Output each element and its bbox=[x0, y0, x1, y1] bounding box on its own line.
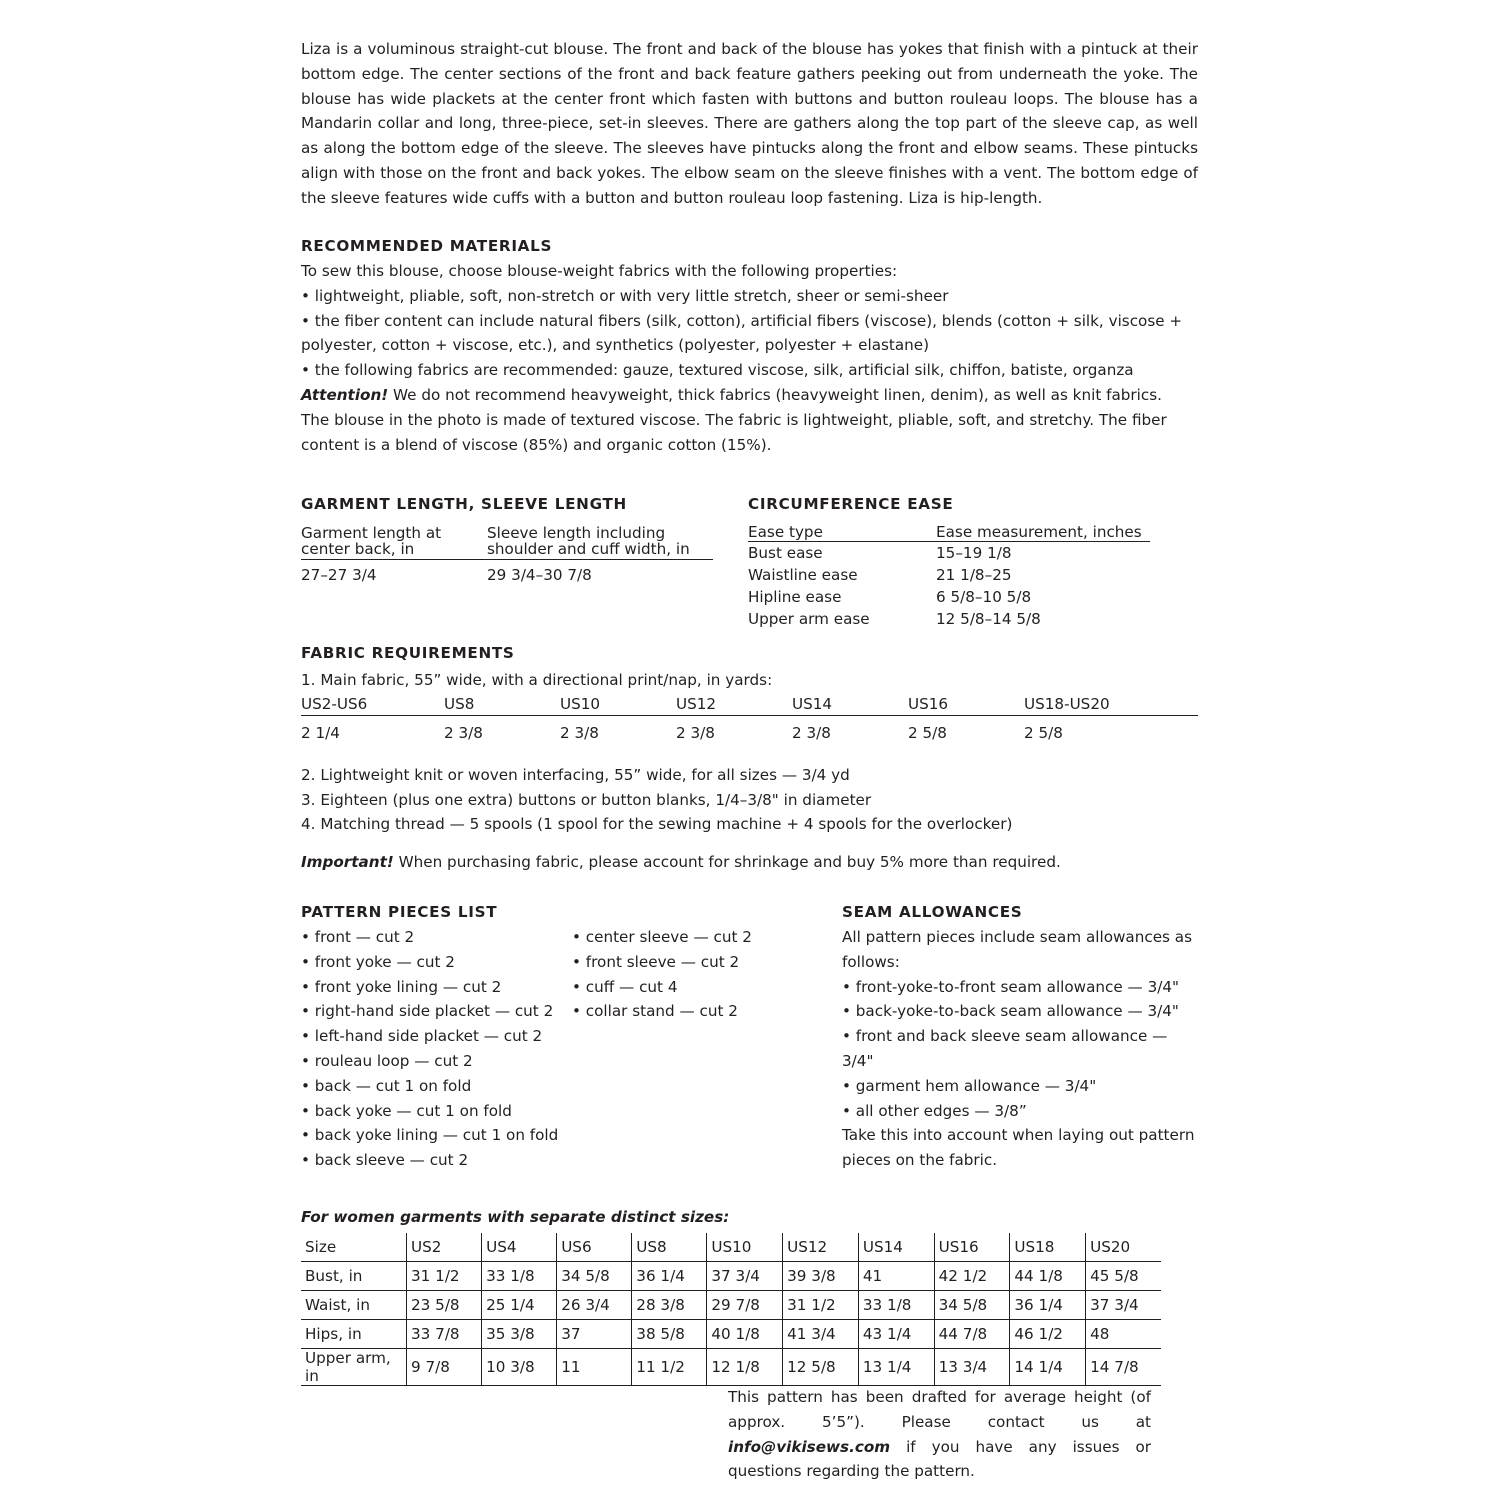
table-cell: 13 1/4 bbox=[858, 1349, 934, 1386]
table-cell: 25 1/4 bbox=[482, 1291, 557, 1320]
table-cell: 23 5/8 bbox=[407, 1291, 482, 1320]
seam-allowances-heading: SEAM ALLOWANCES bbox=[842, 903, 1023, 921]
attention-line bbox=[301, 383, 1198, 408]
table-cell: 11 bbox=[557, 1349, 632, 1386]
important-label: Important! bbox=[301, 853, 394, 872]
header-line: shoulder and cuff width, in bbox=[487, 540, 690, 558]
pattern-pieces-column-2 bbox=[572, 925, 812, 1173]
table-cell: 43 1/4 bbox=[858, 1320, 934, 1349]
ease-value: 6 5/8–10 5/8 bbox=[936, 588, 1032, 606]
table-cell: US12 bbox=[783, 1233, 859, 1262]
fabric-requirements-heading: FABRIC REQUIREMENTS bbox=[301, 644, 515, 662]
pattern-pieces-heading: PATTERN PIECES LIST bbox=[301, 903, 498, 921]
fabric-size: US12 bbox=[676, 694, 717, 713]
pattern-pieces-column-1 bbox=[301, 925, 572, 1173]
ease-value: 15–19 1/8 bbox=[936, 544, 1012, 562]
list-item: • back — cut 1 on fold bbox=[301, 1076, 472, 1095]
row-label-cell: Hips, in bbox=[301, 1320, 407, 1349]
seam-lead: All pattern pieces include seam allowances as follows: bbox=[842, 928, 1193, 971]
list-item: • front — cut 2 bbox=[301, 928, 415, 946]
table-cell: 46 1/2 bbox=[1010, 1320, 1086, 1349]
fabric-size: US14 bbox=[792, 694, 833, 713]
attention-text: We do not recommend heavyweight, thick fabrics (heavyweight linen, denim), as well as knit fabrics. bbox=[388, 385, 1162, 404]
size-chart-section bbox=[301, 1206, 1161, 1386]
ease-row bbox=[748, 564, 1150, 586]
ease-type: Waistline ease bbox=[748, 566, 858, 584]
list-item: • front sleeve — cut 2 bbox=[572, 952, 740, 971]
table-cell: 48 bbox=[1086, 1320, 1161, 1349]
note-text: if you have any issues or questions regarding the pattern. bbox=[728, 1437, 1151, 1481]
table-cell: 10 3/8 bbox=[482, 1349, 557, 1386]
row-label-cell: Waist, in bbox=[301, 1291, 407, 1320]
fabric-yards: 2 5/8 bbox=[908, 723, 947, 742]
fabric-size: US8 bbox=[444, 694, 475, 713]
table-cell: US18 bbox=[1010, 1233, 1086, 1262]
list-item: • left-hand side placket — cut 2 bbox=[301, 1027, 543, 1046]
fabric-size: US10 bbox=[560, 694, 601, 713]
list-item: • back-yoke-to-back seam allowance — 3/4" bbox=[842, 1002, 1179, 1021]
hips-row bbox=[301, 1320, 1161, 1349]
fabric-size: US18-US20 bbox=[1024, 694, 1110, 713]
fabric-yards: 2 3/8 bbox=[792, 723, 831, 742]
ease-type-header: Ease type bbox=[748, 523, 823, 541]
table-cell: 42 1/2 bbox=[934, 1262, 1010, 1291]
size-header-row bbox=[301, 1233, 1161, 1262]
table-cell: 14 7/8 bbox=[1086, 1349, 1161, 1386]
row-label-cell: Bust, in bbox=[301, 1262, 407, 1291]
table-cell: 29 7/8 bbox=[707, 1291, 783, 1320]
circumference-ease-heading: CIRCUMFERENCE EASE bbox=[748, 495, 954, 513]
garment-length-header bbox=[301, 525, 487, 557]
table-cell: 28 3/8 bbox=[632, 1291, 707, 1320]
list-item: • back yoke lining — cut 1 on fold bbox=[301, 1126, 559, 1145]
seam-closing: Take this into account when laying out pattern pieces on the fabric. bbox=[842, 1126, 1195, 1170]
table-cell: 37 3/4 bbox=[707, 1262, 783, 1291]
ease-value: 12 5/8–14 5/8 bbox=[936, 610, 1041, 628]
list-item: • right-hand side placket — cut 2 bbox=[301, 1002, 554, 1021]
fabric-size-row bbox=[301, 694, 1198, 716]
row-label-cell: Upper arm, in bbox=[301, 1349, 407, 1386]
garment-length-value: 27–27 3/4 bbox=[301, 566, 377, 584]
table-cell: 26 3/4 bbox=[557, 1291, 632, 1320]
garment-length-header-row bbox=[301, 525, 713, 560]
table-cell: 33 7/8 bbox=[407, 1320, 482, 1349]
height-note bbox=[728, 1385, 1151, 1484]
list-item: • cuff — cut 4 bbox=[572, 977, 678, 996]
materials-bullet: • the fiber content can include natural fibers (silk, cotton), artificial fibers (viscose), blends (cotton + silk, viscose + polyester, cotton + viscose, etc.), and synthetics (polyester, polyester + elastane) bbox=[301, 311, 1183, 355]
table-cell: 35 3/8 bbox=[482, 1320, 557, 1349]
list-item: • collar stand — cut 2 bbox=[572, 1002, 738, 1021]
list-item: • back sleeve — cut 2 bbox=[301, 1151, 469, 1170]
ease-row bbox=[748, 542, 1150, 564]
important-note bbox=[301, 850, 1198, 875]
list-item: • center sleeve — cut 2 bbox=[572, 928, 752, 946]
materials-lead: To sew this blouse, choose blouse-weight fabrics with the following properties: bbox=[301, 262, 898, 280]
table-cell: 37 3/4 bbox=[1086, 1291, 1161, 1320]
ease-row bbox=[748, 608, 1150, 630]
fabric-yards: 2 5/8 bbox=[1024, 723, 1063, 742]
list-item: • front yoke — cut 2 bbox=[301, 952, 455, 971]
ease-measurement-header: Ease measurement, inches bbox=[936, 523, 1142, 541]
header-line: center back, in bbox=[301, 540, 415, 558]
table-cell: 14 1/4 bbox=[1010, 1349, 1086, 1386]
fabric-yards-row bbox=[301, 723, 1198, 743]
fabric-yards: 2 3/8 bbox=[676, 723, 715, 742]
size-chart-table bbox=[301, 1233, 1161, 1386]
sleeve-length-header bbox=[487, 525, 713, 557]
list-item: • garment hem allowance — 3/4" bbox=[842, 1076, 1097, 1095]
table-cell: 44 1/8 bbox=[1010, 1262, 1086, 1291]
ease-type: Upper arm ease bbox=[748, 610, 870, 628]
fabric-size: US16 bbox=[908, 694, 949, 713]
garment-length-value-row bbox=[301, 565, 713, 585]
bust-row bbox=[301, 1262, 1161, 1291]
table-cell: US4 bbox=[482, 1233, 557, 1262]
photo-note: The blouse in the photo is made of textured viscose. The fabric is lightweight, pliable, soft, and stretchy. The fiber content is a blend of viscose (85%) and organic cotton (15%). bbox=[301, 410, 1167, 454]
waist-row bbox=[301, 1291, 1161, 1320]
fabric-items-list bbox=[301, 763, 1198, 837]
ease-row bbox=[748, 586, 1150, 608]
table-cell: 38 5/8 bbox=[632, 1320, 707, 1349]
recommended-materials-heading: RECOMMENDED MATERIALS bbox=[301, 237, 553, 255]
materials-bullet: • the following fabrics are recommended: gauze, textured viscose, silk, artificial silk, chiffon, batiste, organza bbox=[301, 361, 1134, 380]
sleeve-length-value: 29 3/4–30 7/8 bbox=[487, 566, 592, 584]
pattern-pieces-columns bbox=[301, 925, 821, 1173]
list-item: • front and back sleeve seam allowance — 3/4" bbox=[842, 1027, 1168, 1070]
table-cell: US8 bbox=[632, 1233, 707, 1262]
main-fabric-label: 1. Main fabric, 55” wide, with a directional print/nap, in yards: bbox=[301, 671, 773, 689]
table-cell: 12 5/8 bbox=[783, 1349, 859, 1386]
seam-allowances-section bbox=[842, 902, 1202, 1173]
table-cell: US10 bbox=[707, 1233, 783, 1262]
table-cell: 31 1/2 bbox=[407, 1262, 482, 1291]
table-cell: 13 3/4 bbox=[934, 1349, 1010, 1386]
list-item: • rouleau loop — cut 2 bbox=[301, 1051, 473, 1070]
table-cell: 41 bbox=[858, 1262, 934, 1291]
table-cell: 44 7/8 bbox=[934, 1320, 1010, 1349]
row-label-cell: Size bbox=[301, 1233, 407, 1262]
table-cell: 39 3/8 bbox=[783, 1262, 859, 1291]
note-text: This pattern has been drafted for average height (of approx. 5’5”). Please contact us at bbox=[728, 1388, 1151, 1431]
table-cell: 36 1/4 bbox=[1010, 1291, 1086, 1320]
ease-header-row bbox=[748, 523, 1150, 542]
fabric-yards: 2 3/8 bbox=[560, 723, 599, 742]
table-cell: 34 5/8 bbox=[557, 1262, 632, 1291]
fabric-item: 2. Lightweight knit or woven interfacing, 55” wide, for all sizes — 3/4 yd bbox=[301, 765, 850, 784]
intro-paragraph: Liza is a voluminous straight-cut blouse. The front and back of the blouse has yokes that finish with a pintuck at their bottom edge. The center sections of the front and back feature gathers peeking out from underneath the yoke. The blouse has wide plackets at the center front which fasten with buttons and button rouleau loops. The blouse has a Mandarin collar and long, three-piece, set-in sleeves. There are gathers along the top part of the sleeve cap, as well as along the bottom edge of the sleeve. The sleeves have pintucks along the front and elbow seams. These pintucks align with those on the front and back yokes. The elbow seam on the sleeve finishes with a vent. The bottom edge of the sleeve features wide cuffs with a button and button rouleau loop fastening. Liza is hip-length. bbox=[301, 40, 1198, 207]
fabric-yards: 2 1/4 bbox=[301, 723, 340, 742]
table-cell: 41 3/4 bbox=[783, 1320, 859, 1349]
ease-type: Bust ease bbox=[748, 544, 823, 562]
important-text: When purchasing fabric, please account for shrinkage and buy 5% more than required. bbox=[393, 853, 1061, 872]
fabric-size: US2-US6 bbox=[301, 694, 368, 713]
attention-label: Attention! bbox=[301, 385, 389, 404]
fabric-item: 4. Matching thread — 5 spools (1 spool for the sewing machine + 4 spools for the overlocker) bbox=[301, 815, 1013, 834]
size-chart-caption: For women garments with separate distinct sizes: bbox=[301, 1208, 730, 1226]
ease-value: 21 1/8–25 bbox=[936, 566, 1012, 584]
garment-length-section bbox=[301, 494, 713, 585]
table-cell: US2 bbox=[407, 1233, 482, 1262]
table-cell: US20 bbox=[1086, 1233, 1161, 1262]
list-item: • all other edges — 3/8” bbox=[842, 1101, 1027, 1120]
table-cell: 11 1/2 bbox=[632, 1349, 707, 1386]
table-cell: 33 1/8 bbox=[482, 1262, 557, 1291]
table-cell: US14 bbox=[858, 1233, 934, 1262]
table-cell: 36 1/4 bbox=[632, 1262, 707, 1291]
fabric-item: 3. Eighteen (plus one extra) buttons or button blanks, 1/4–3/8" in diameter bbox=[301, 790, 872, 809]
table-cell: 40 1/8 bbox=[707, 1320, 783, 1349]
table-cell: 31 1/2 bbox=[783, 1291, 859, 1320]
table-cell: 34 5/8 bbox=[934, 1291, 1010, 1320]
table-cell: 33 1/8 bbox=[858, 1291, 934, 1320]
list-item: • front-yoke-to-front seam allowance — 3/4" bbox=[842, 977, 1179, 996]
contact-email-link[interactable]: info@vikisews.com bbox=[728, 1437, 891, 1456]
circumference-ease-section bbox=[748, 494, 1150, 630]
upper-arm-row bbox=[301, 1349, 1161, 1386]
header-line: Sleeve length including bbox=[487, 524, 666, 542]
fabric-yards: 2 3/8 bbox=[444, 723, 483, 742]
header-line: Garment length at bbox=[301, 524, 442, 542]
list-item: • back yoke — cut 1 on fold bbox=[301, 1101, 512, 1120]
materials-bullet: • lightweight, pliable, soft, non-stretch or with very little stretch, sheer or semi-sheer bbox=[301, 286, 949, 305]
list-item: • front yoke lining — cut 2 bbox=[301, 977, 502, 996]
fabric-requirements-section bbox=[301, 643, 1198, 875]
ease-type: Hipline ease bbox=[748, 588, 842, 606]
table-cell: 45 5/8 bbox=[1086, 1262, 1161, 1291]
table-cell: US16 bbox=[934, 1233, 1010, 1262]
table-cell: 37 bbox=[557, 1320, 632, 1349]
table-cell: US6 bbox=[557, 1233, 632, 1262]
table-cell: 9 7/8 bbox=[407, 1349, 482, 1386]
recommended-materials-section bbox=[301, 236, 1198, 457]
garment-length-heading: GARMENT LENGTH, SLEEVE LENGTH bbox=[301, 495, 627, 513]
table-cell: 12 1/8 bbox=[707, 1349, 783, 1386]
pattern-pieces-section bbox=[301, 902, 821, 1173]
